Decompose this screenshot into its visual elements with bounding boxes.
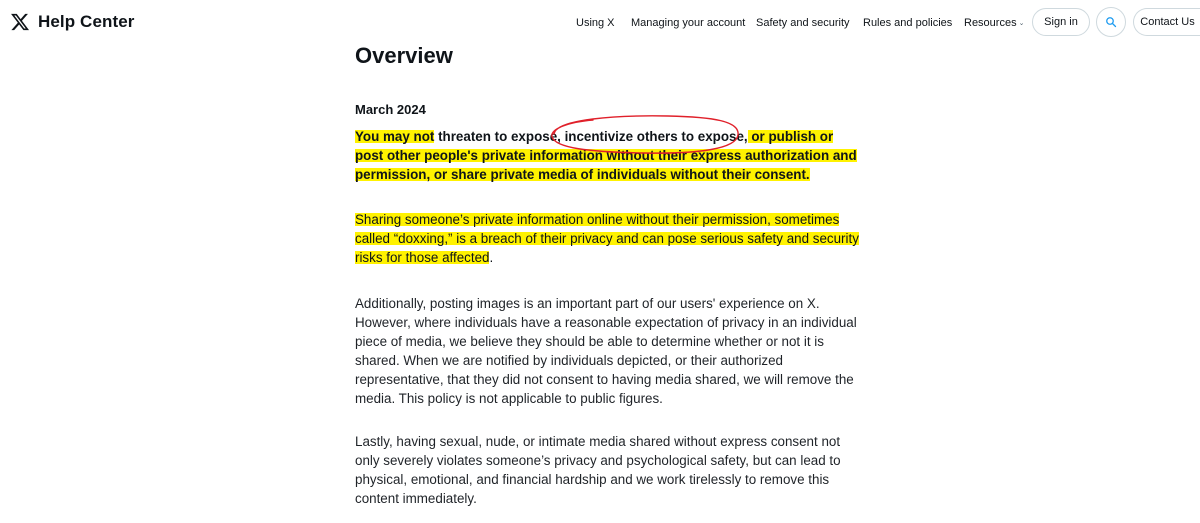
site-header — [0, 0, 1200, 46]
highlight-you-may-not: You may not — [355, 129, 435, 144]
search-button[interactable] — [1096, 7, 1126, 37]
nav-resources-label: Resources — [964, 17, 1017, 29]
highlight-publish-or-post: or publish or post other people's private information without their express authorization and permission, or share private media of individuals without their consent. — [355, 129, 857, 182]
doxxing-period: . — [489, 250, 494, 265]
highlight-doxxing: Sharing someone’s private information online without their permission, sometimes called “doxxing,” is a breach of their privacy and can pose serious safety and security risks for those affected — [355, 212, 859, 265]
chevron-down-icon: ⌄ — [1018, 20, 1025, 27]
doxxing-paragraph — [355, 210, 860, 267]
nav-using-x[interactable]: Using X — [576, 17, 615, 29]
x-logo-icon — [10, 12, 30, 32]
nav-resources[interactable] — [964, 17, 1024, 29]
contact-us-button[interactable]: Contact Us — [1133, 8, 1200, 36]
policy-date: March 2024 — [355, 102, 426, 117]
nav-managing-account[interactable]: Managing your account — [631, 17, 746, 29]
nav-safety-security[interactable]: Safety and security — [756, 17, 850, 29]
brand-title: Help Center — [38, 12, 135, 31]
page-title: Overview — [355, 43, 453, 68]
sign-in-button[interactable]: Sign in — [1032, 8, 1090, 36]
search-icon — [1105, 16, 1117, 28]
circled-text: incentivize others to expose, — [560, 129, 748, 144]
media-paragraph: Additionally, posting images is an important part of our users' experience on X. However, where individuals have a reasonable expectation of privacy in an individual piece of media, we believe they should be able to determine whether or not it is shared. When we are notified by individuals depicted, or their authorized representative, that they did not consent to having media shared, we will remove the media. This policy is not applicable to public figures. — [355, 296, 857, 406]
intimate-media-paragraph: Lastly, having sexual, nude, or intimate media shared without express consent not only severely violates someone’s privacy and psychological safety, but can lead to physical, emotional, and financial hardship and we work tirelessly to remove this content immediately. — [355, 434, 841, 506]
nav-rules-policies[interactable]: Rules and policies — [863, 17, 953, 29]
red-annotation-circle — [548, 113, 742, 157]
home-link[interactable] — [10, 12, 135, 32]
text-threaten-to-expose: threaten to expose, — [434, 129, 561, 144]
